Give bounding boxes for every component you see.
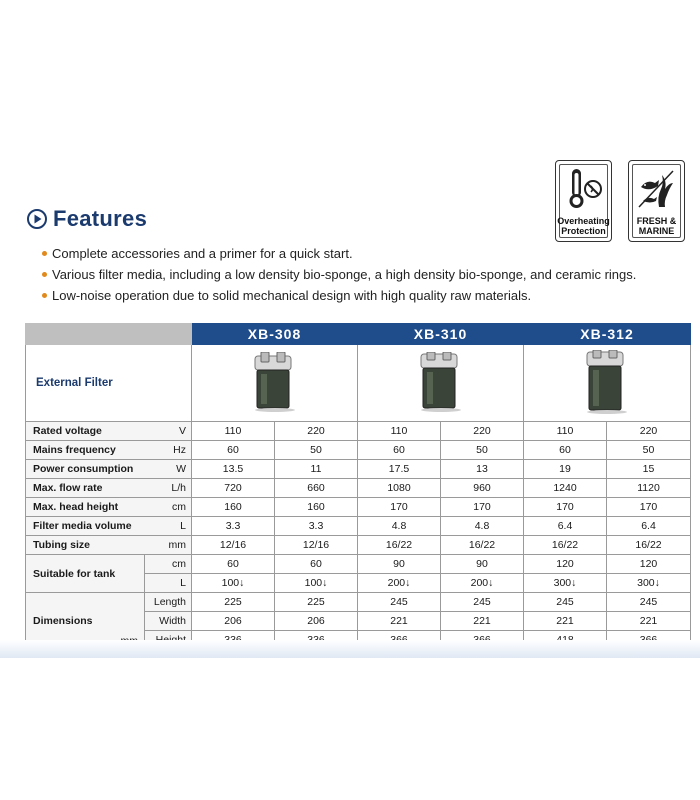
- spec-value: 221: [358, 612, 441, 631]
- overheating-protection-badge: [555, 160, 612, 242]
- spec-value: 100↓: [275, 574, 358, 593]
- model-header-row: [26, 324, 691, 345]
- spec-value: 1080: [358, 479, 441, 498]
- spec-value: 220: [441, 422, 524, 441]
- spec-value: 50: [275, 441, 358, 460]
- spec-value: 15: [607, 460, 691, 479]
- spec-value: 206: [192, 612, 275, 631]
- spec-label: Mains frequency: [26, 441, 145, 460]
- spec-value: 960: [441, 479, 524, 498]
- features-title: Features: [53, 206, 148, 231]
- spec-value: 245: [607, 593, 691, 612]
- fresh-marine-badge: [628, 160, 685, 242]
- spec-unit: L: [145, 574, 192, 593]
- badge-caption-line: Overheating: [557, 216, 610, 226]
- spec-value: 300↓: [524, 574, 607, 593]
- spec-value: 220: [275, 422, 358, 441]
- spec-unit: mm: [145, 536, 192, 555]
- header-blank: [26, 324, 192, 345]
- feature-item: Various filter media, including a low density bio-sponge, a high density bio-sponge, and ceramic rings.: [52, 264, 636, 285]
- spec-row: [26, 422, 691, 441]
- filter-canister-icon: [413, 352, 469, 412]
- spec-value: 170: [524, 498, 607, 517]
- spec-value: 160: [275, 498, 358, 517]
- spec-value: 225: [275, 593, 358, 612]
- spec-value: 245: [441, 593, 524, 612]
- spec-unit: Hz: [145, 441, 192, 460]
- spec-label: Dimensions: [33, 615, 93, 627]
- spec-value: 60: [524, 441, 607, 460]
- spec-value: 245: [358, 593, 441, 612]
- spec-value: 60: [275, 555, 358, 574]
- spec-value: 245: [524, 593, 607, 612]
- badge-caption-line: MARINE: [638, 226, 675, 236]
- spec-value: 60: [192, 441, 275, 460]
- spec-value: 90: [441, 555, 524, 574]
- product-type-label: External Filter: [26, 345, 192, 422]
- spec-label: Max. head height: [26, 498, 145, 517]
- spec-value: 120: [607, 555, 691, 574]
- spec-row-dimensions: [26, 593, 691, 612]
- spec-label: Filter media volume: [26, 517, 145, 536]
- features-list: [52, 243, 636, 306]
- spec-row: [26, 536, 691, 555]
- spec-value: 13: [441, 460, 524, 479]
- thermometer-no-heat-icon: [564, 167, 604, 211]
- spec-value: 13.5: [192, 460, 275, 479]
- spec-row: [26, 460, 691, 479]
- spec-value: 206: [275, 612, 358, 631]
- model-header: XB-308: [192, 324, 358, 345]
- spec-value: 4.8: [441, 517, 524, 536]
- spec-value: 160: [192, 498, 275, 517]
- spec-row: [26, 441, 691, 460]
- spec-label: Max. flow rate: [26, 479, 145, 498]
- spec-value: 6.4: [524, 517, 607, 536]
- spec-value: 200↓: [358, 574, 441, 593]
- spec-unit: cm: [145, 555, 192, 574]
- spec-value: 19: [524, 460, 607, 479]
- spec-value: 221: [441, 612, 524, 631]
- spec-value: 16/22: [607, 536, 691, 555]
- spec-value: 11: [275, 460, 358, 479]
- spec-value: 16/22: [441, 536, 524, 555]
- spec-value: 300↓: [607, 574, 691, 593]
- spec-value: 16/22: [358, 536, 441, 555]
- spec-label: Suitable for tank: [26, 555, 145, 593]
- spec-value: 110: [192, 422, 275, 441]
- spec-value: 1240: [524, 479, 607, 498]
- spec-value: 100↓: [192, 574, 275, 593]
- spec-value: 16/22: [524, 536, 607, 555]
- spec-unit: cm: [145, 498, 192, 517]
- spec-value: 6.4: [607, 517, 691, 536]
- spec-row-suitable: [26, 555, 691, 574]
- spec-value: 12/16: [192, 536, 275, 555]
- spec-row: [26, 479, 691, 498]
- feature-item: Complete accessories and a primer for a quick start.: [52, 243, 636, 264]
- spec-value: 120: [524, 555, 607, 574]
- spec-value: 17.5: [358, 460, 441, 479]
- spec-value: 170: [358, 498, 441, 517]
- product-image-xb308: [192, 345, 358, 422]
- spec-value: 3.3: [275, 517, 358, 536]
- spec-unit: W: [145, 460, 192, 479]
- spec-value: 220: [607, 422, 691, 441]
- play-circle-icon: [27, 209, 47, 229]
- product-image-row: [26, 345, 691, 422]
- feature-item: Low-noise operation due to solid mechanical design with high quality raw materials.: [52, 285, 636, 306]
- spec-value: 60: [358, 441, 441, 460]
- spec-row: [26, 498, 691, 517]
- spec-value: 50: [607, 441, 691, 460]
- spec-value: 110: [524, 422, 607, 441]
- spec-value: 110: [358, 422, 441, 441]
- filter-canister-icon: [247, 352, 303, 412]
- badge-caption-line: FRESH &: [636, 216, 677, 226]
- spec-value: 12/16: [275, 536, 358, 555]
- spec-value: 50: [441, 441, 524, 460]
- model-header: XB-310: [358, 324, 524, 345]
- filter-canister-icon: [579, 350, 635, 414]
- spec-unit: L/h: [145, 479, 192, 498]
- spec-value: 225: [192, 593, 275, 612]
- spec-value: 4.8: [358, 517, 441, 536]
- fish-plant-icon: [637, 167, 677, 211]
- spec-unit: L: [145, 517, 192, 536]
- features-heading: [27, 206, 147, 232]
- spec-value: 3.3: [192, 517, 275, 536]
- spec-row: [26, 517, 691, 536]
- spec-label: Power consumption: [26, 460, 145, 479]
- spec-value: 720: [192, 479, 275, 498]
- bottom-gradient-band: [0, 640, 700, 658]
- spec-value: 200↓: [441, 574, 524, 593]
- spec-value: 1120: [607, 479, 691, 498]
- spec-unit: V: [145, 422, 192, 441]
- spec-table: [25, 323, 691, 650]
- spec-value: 660: [275, 479, 358, 498]
- product-image-xb310: [358, 345, 524, 422]
- spec-value: 60: [192, 555, 275, 574]
- spec-label: Tubing size: [26, 536, 145, 555]
- badge-caption-line: Protection: [561, 226, 606, 236]
- spec-value: 221: [607, 612, 691, 631]
- model-header: XB-312: [524, 324, 691, 345]
- spec-label: Rated voltage: [26, 422, 145, 441]
- spec-value: 170: [607, 498, 691, 517]
- product-image-xb312: [524, 345, 691, 422]
- dimension-sub-label: Length: [145, 593, 192, 612]
- spec-value: 90: [358, 555, 441, 574]
- dimension-sub-label: Width: [145, 612, 192, 631]
- spec-value: 170: [441, 498, 524, 517]
- spec-value: 221: [524, 612, 607, 631]
